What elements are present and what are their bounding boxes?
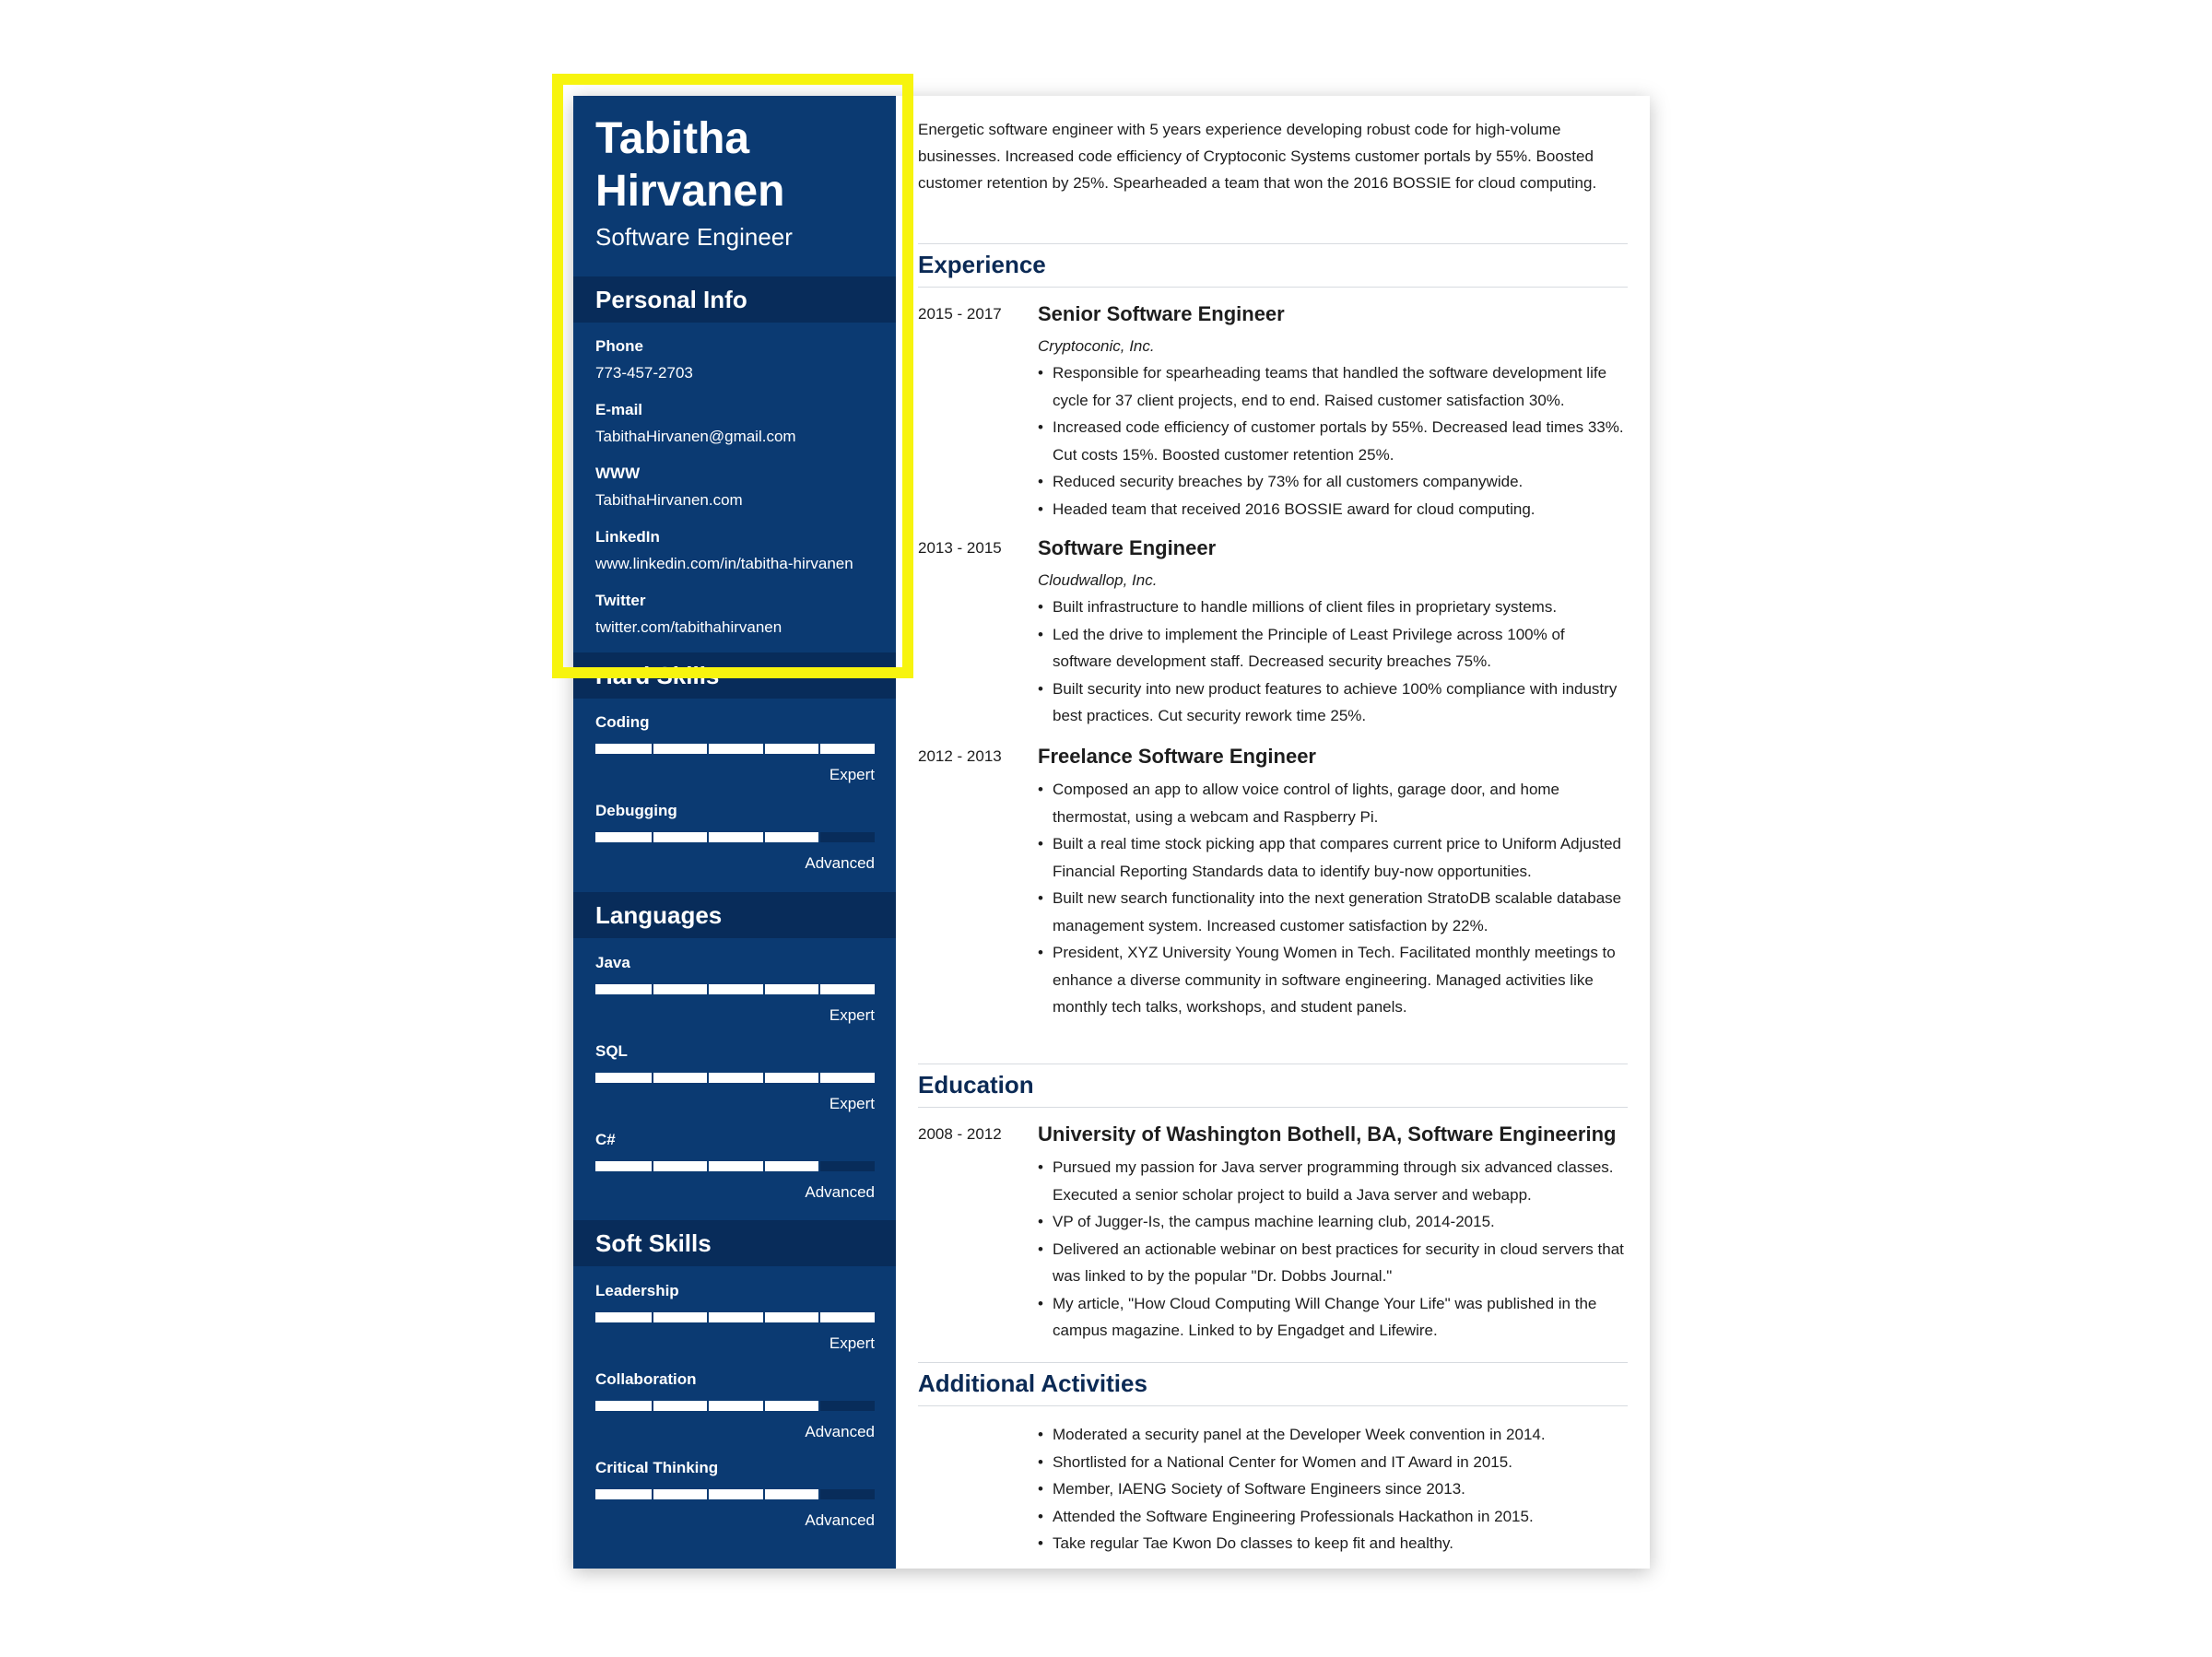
bar-tick — [707, 1401, 709, 1411]
job-years: 2012 - 2013 — [918, 747, 1002, 765]
divider — [918, 287, 1628, 288]
bar-tick — [763, 984, 765, 994]
email-value: TabithaHirvanen@gmail.com — [595, 428, 796, 445]
hard-skills-heading: Hard Skills — [573, 652, 896, 699]
bar-tick — [652, 1161, 653, 1171]
bar-tick — [707, 1489, 709, 1499]
skill-bar — [595, 832, 875, 842]
education-years: 2008 - 2012 — [918, 1125, 1002, 1143]
bar-tick — [818, 1161, 820, 1171]
language-bar — [595, 984, 875, 994]
bullet-item: • Built security into new product features to achieve 100% compliance with industry best practices. Cut security rework time 25%. — [1038, 676, 1628, 730]
skill-name: Debugging — [595, 802, 677, 819]
education-bullets — [1038, 1154, 1628, 1345]
bullet-item: • Increased code efficiency of customer portals by 55%. Decreased lead times 33%. Cut costs 15%. Boosted customer retention 25%. — [1038, 414, 1628, 468]
soft-skill-name: Critical Thinking — [595, 1459, 719, 1476]
soft-skills-heading: Soft Skills — [573, 1220, 896, 1266]
bullet-item: • Pursued my passion for Java server programming through six advanced classes. Executed a senior scholar project to build a Java server and webapp. — [1038, 1154, 1628, 1208]
language-name: C# — [595, 1131, 616, 1148]
bullet-item: • Composed an app to allow voice control of lights, garage door, and home thermostat, using a webcam and Raspberry Pi. — [1038, 776, 1628, 830]
languages-heading: Languages — [573, 892, 896, 938]
bullet-item: • Take regular Tae Kwon Do classes to keep fit and healthy. — [1038, 1530, 1628, 1557]
bar-tick — [763, 1161, 765, 1171]
language-name: SQL — [595, 1042, 628, 1060]
job-title: Software Engineer — [1038, 536, 1217, 559]
main-column — [918, 96, 1628, 1569]
bar-tick — [707, 1312, 709, 1322]
bullet-item: • Delivered an actionable webinar on best practices for security in cloud servers that was linked to by the popular "Dr. Dobbs Journal." — [1038, 1236, 1628, 1290]
language-level: Advanced — [805, 1183, 875, 1201]
soft-skill-level: Advanced — [805, 1511, 875, 1529]
bar-tick — [652, 1489, 653, 1499]
divider — [918, 1362, 1628, 1363]
bar-tick — [652, 984, 653, 994]
soft-skill-name: Leadership — [595, 1282, 679, 1299]
divider — [918, 1405, 1628, 1406]
bullet-item: • Built infrastructure to handle millions of client files in proprietary systems. — [1038, 593, 1628, 621]
twitter-label: Twitter — [595, 592, 646, 609]
soft-skill-level: Expert — [829, 1334, 875, 1352]
bar-tick — [652, 832, 653, 842]
bar-tick — [652, 744, 653, 754]
www-label: WWW — [595, 464, 641, 482]
soft-skill-level: Advanced — [805, 1423, 875, 1440]
activities-bullets — [1038, 1421, 1628, 1557]
candidate-name: Tabitha Hirvanen — [595, 114, 785, 216]
linkedin-value: www.linkedin.com/in/tabitha-hirvanen — [595, 555, 853, 572]
job-years: 2015 - 2017 — [918, 305, 1002, 323]
bar-tick — [818, 832, 820, 842]
bar-tick — [763, 832, 765, 842]
linkedin-label: LinkedIn — [595, 528, 660, 546]
bar-tick — [763, 1489, 765, 1499]
www-value: TabithaHirvanen.com — [595, 491, 743, 509]
email-label: E-mail — [595, 401, 643, 418]
bullet-item: • Built a real time stock picking app that compares current price to Uniform Adjusted Financial Reporting Standards data to identify buy-now opportunities. — [1038, 830, 1628, 885]
soft-skill-bar — [595, 1312, 875, 1322]
bar-tick — [818, 1312, 820, 1322]
bar-tick — [818, 744, 820, 754]
company-name: Cryptoconic, Inc. — [1038, 337, 1155, 355]
bar-tick — [763, 744, 765, 754]
job-years: 2013 - 2015 — [918, 539, 1002, 557]
bar-tick — [818, 1401, 820, 1411]
skill-name: Coding — [595, 713, 650, 731]
bullet-item: • Attended the Software Engineering Professionals Hackathon in 2015. — [1038, 1503, 1628, 1531]
bar-tick — [707, 832, 709, 842]
sidebar — [573, 96, 896, 1569]
language-level: Expert — [829, 1095, 875, 1112]
job-bullets — [1038, 593, 1628, 730]
bullet-item: • Member, IAENG Society of Software Engineers since 2013. — [1038, 1475, 1628, 1503]
bar-tick — [763, 1312, 765, 1322]
bar-tick — [707, 984, 709, 994]
job-title-subtitle: Software Engineer — [595, 223, 793, 251]
bar-tick — [818, 984, 820, 994]
language-level: Expert — [829, 1006, 875, 1024]
additional-activities-heading: Additional Activities — [918, 1369, 1147, 1397]
bullet-item: • My article, "How Cloud Computing Will Change Your Life" was published in the campus magazine. Linked to by Engadget and Lifewire. — [1038, 1290, 1628, 1345]
bullet-item: • Led the drive to implement the Principle of Least Privilege across 100% of software development staff. Decreased security breaches 75%. — [1038, 621, 1628, 676]
job-bullets — [1038, 776, 1628, 1021]
bar-fill — [595, 1312, 875, 1322]
language-bar — [595, 1161, 875, 1171]
bullet-item: • Moderated a security panel at the Developer Week convention in 2014. — [1038, 1421, 1628, 1449]
company-name: Cloudwallop, Inc. — [1038, 571, 1158, 589]
bar-fill — [595, 744, 875, 754]
skill-bar — [595, 744, 875, 754]
experience-heading: Experience — [918, 251, 1046, 278]
bar-tick — [818, 1073, 820, 1083]
bullet-item: • Shortlisted for a National Center for Women and IT Award in 2015. — [1038, 1449, 1628, 1476]
bullet-item: • Responsible for spearheading teams that handled the software development life cycle for 37 client projects, end to end. Raised customer satisfaction 30%. — [1038, 359, 1628, 414]
bar-tick — [652, 1073, 653, 1083]
resume-page — [573, 96, 1650, 1569]
profile-summary: Energetic software engineer with 5 years experience developing robust code for high-volume businesses. Increased code efficiency of Cryptoconic Systems customer portals by 55%. Boosted customer retention by 25%. Spearheaded a team that won the 2016 BOSSIE for cloud computing. — [918, 121, 1597, 192]
education-heading: Education — [918, 1071, 1034, 1099]
bar-fill — [595, 984, 875, 994]
bar-tick — [707, 1073, 709, 1083]
bullet-item: • President, XYZ University Young Women in Tech. Facilitated monthly meetings to enhance a diverse community in software engineering. Managed activities like monthly tech talks, workshops, and student panels. — [1038, 939, 1628, 1021]
degree-title: University of Washington Bothell, BA, Software Engineering — [1038, 1122, 1617, 1146]
bar-tick — [818, 1489, 820, 1499]
soft-skill-bar — [595, 1401, 875, 1411]
bullet-item: • Reduced security breaches by 73% for all customers companywide. — [1038, 468, 1628, 496]
skill-level: Expert — [829, 766, 875, 783]
bar-tick — [652, 1312, 653, 1322]
personal-info-heading: Personal Info — [573, 276, 896, 323]
phone-value: 773-457-2703 — [595, 364, 693, 382]
language-bar — [595, 1073, 875, 1083]
divider — [918, 1107, 1628, 1108]
job-title: Senior Software Engineer — [1038, 302, 1285, 325]
bar-tick — [763, 1401, 765, 1411]
bar-tick — [707, 1161, 709, 1171]
job-bullets — [1038, 359, 1628, 523]
language-name: Java — [595, 954, 630, 971]
bullet-item: • VP of Jugger-Is, the campus machine learning club, 2014-2015. — [1038, 1208, 1628, 1236]
bar-tick — [707, 744, 709, 754]
soft-skill-name: Collaboration — [595, 1370, 697, 1388]
soft-skill-bar — [595, 1489, 875, 1499]
job-title: Freelance Software Engineer — [1038, 745, 1316, 768]
bar-fill — [595, 1073, 875, 1083]
phone-label: Phone — [595, 337, 643, 355]
skill-level: Advanced — [805, 854, 875, 872]
divider — [918, 243, 1628, 244]
bar-tick — [763, 1073, 765, 1083]
bullet-item: • Headed team that received 2016 BOSSIE award for cloud computing. — [1038, 496, 1628, 523]
bullet-item: • Built new search functionality into the next generation StratoDB scalable database management system. Increased customer satisfaction by 22%. — [1038, 885, 1628, 939]
bar-tick — [652, 1401, 653, 1411]
twitter-value: twitter.com/tabithahirvanen — [595, 618, 782, 636]
